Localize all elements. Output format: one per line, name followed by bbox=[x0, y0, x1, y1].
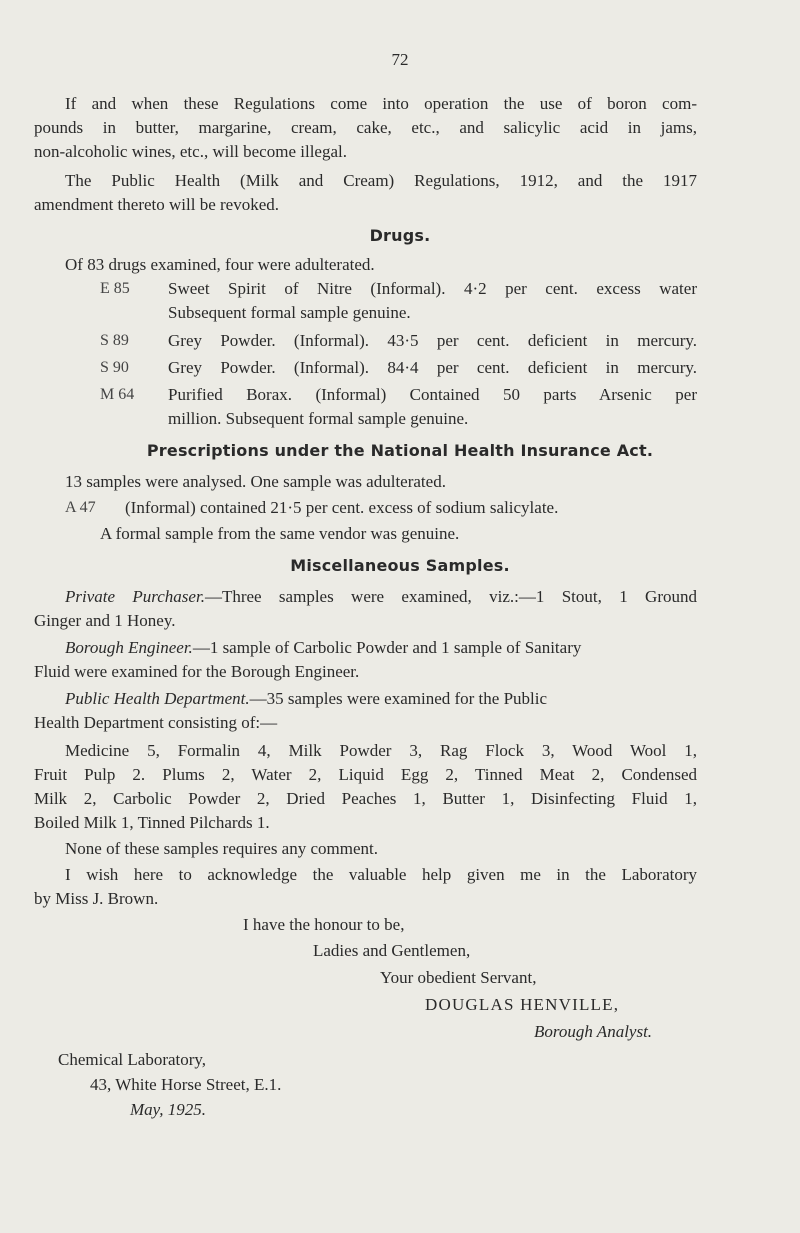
prescriptions-line: A formal sample from the same vendor was genuine. bbox=[100, 524, 460, 543]
misc-label: Public Health Department. bbox=[65, 689, 250, 708]
date-line: May, 1925. bbox=[130, 1100, 207, 1119]
closing-line: Ladies and Gentlemen, bbox=[313, 941, 471, 960]
drug-entry-line: Grey Powder. (Informal). 84·4 per cent. deficient in mercury. bbox=[168, 358, 697, 377]
intro-line: The Public Health (Milk and Cream) Regulations, 1912, and the 1917 bbox=[65, 171, 697, 190]
address-line: 43, White Horse Street, E.1. bbox=[90, 1075, 282, 1094]
misc-paragraph-line: I wish here to acknowledge the valuable help given me in the Laboratory bbox=[65, 865, 697, 884]
sample-code: M 64 bbox=[100, 386, 135, 403]
page-number: 72 bbox=[391, 50, 409, 69]
signatory-title: Borough Analyst. bbox=[534, 1022, 653, 1041]
drug-entry-line: Sweet Spirit of Nitre (Informal). 4·2 per cent. excess water bbox=[168, 279, 697, 298]
sample-list-line: Boiled Milk 1, Tinned Pilchards 1. bbox=[34, 813, 270, 832]
misc-paragraph-line bbox=[65, 688, 547, 710]
prescriptions-line: (Informal) contained 21·5 per cent. excess of sodium salicylate. bbox=[125, 498, 559, 517]
sample-code: S 90 bbox=[100, 359, 129, 376]
misc-paragraph-line: Health Department consisting of:— bbox=[34, 713, 278, 732]
drug-entry-line: Grey Powder. (Informal). 43·5 per cent. deficient in mercury. bbox=[168, 331, 697, 350]
drug-entry-line: Subsequent formal sample genuine. bbox=[168, 303, 411, 322]
signatory-name: DOUGLAS HENVILLE, bbox=[425, 995, 620, 1014]
sample-list-line: Medicine 5, Formalin 4, Milk Powder 3, Rag Flock 3, Wood Wool 1, bbox=[65, 741, 697, 760]
sample-list-line: Fruit Pulp 2. Plums 2, Water 2, Liquid Egg 2, Tinned Meat 2, Condensed bbox=[34, 765, 697, 784]
misc-text: —35 samples were examined for the Public bbox=[249, 689, 548, 708]
closing-line: Your obedient Servant, bbox=[380, 968, 537, 987]
misc-label: Private Purchaser. bbox=[65, 587, 205, 606]
intro-line: If and when these Regulations come into operation the use of boron com- bbox=[65, 94, 697, 113]
sample-code: A 47 bbox=[65, 499, 96, 516]
drugs-summary: Of 83 drugs examined, four were adulterated. bbox=[65, 255, 375, 274]
address-line: Chemical Laboratory, bbox=[58, 1050, 207, 1069]
sample-code: S 89 bbox=[100, 332, 129, 349]
intro-line: pounds in butter, margarine, cream, cake, etc., and salicylic acid in jams, bbox=[34, 118, 697, 137]
sample-list-line: Milk 2, Carbolic Powder 2, Dried Peaches 1, Butter 1, Disinfecting Fluid 1, bbox=[34, 789, 697, 808]
intro-line: non-alcoholic wines, etc., will become illegal. bbox=[34, 142, 347, 161]
misc-paragraph-line: Fluid were examined for the Borough Engineer. bbox=[34, 662, 360, 681]
drug-entry-line: Purified Borax. (Informal) Contained 50 parts Arsenic per bbox=[168, 385, 697, 404]
intro-line: amendment thereto will be revoked. bbox=[34, 195, 279, 214]
misc-text: —1 sample of Carbolic Powder and 1 sample of Sanitary bbox=[192, 638, 582, 657]
misc-paragraph-line: Ginger and 1 Honey. bbox=[34, 611, 176, 630]
sample-code: E 85 bbox=[100, 280, 130, 297]
misc-label: Borough Engineer. bbox=[65, 638, 193, 657]
misc-paragraph-line bbox=[65, 586, 697, 608]
misc-heading: Miscellaneous Samples. bbox=[290, 556, 510, 575]
closing-line: I have the honour to be, bbox=[243, 915, 405, 934]
drug-entry-line: million. Subsequent formal sample genuine. bbox=[168, 409, 469, 428]
misc-paragraph-line: by Miss J. Brown. bbox=[34, 889, 159, 908]
misc-paragraph-line bbox=[65, 637, 581, 659]
prescriptions-heading: Prescriptions under the National Health Insurance Act. bbox=[146, 441, 654, 460]
misc-paragraph-line: None of these samples requires any comment. bbox=[65, 839, 378, 858]
misc-text: —Three samples were examined, viz.:—1 Stout, 1 Ground bbox=[204, 587, 697, 606]
drugs-heading: Drugs. bbox=[369, 226, 431, 245]
prescriptions-line: 13 samples were analysed. One sample was adulterated. bbox=[65, 472, 446, 491]
